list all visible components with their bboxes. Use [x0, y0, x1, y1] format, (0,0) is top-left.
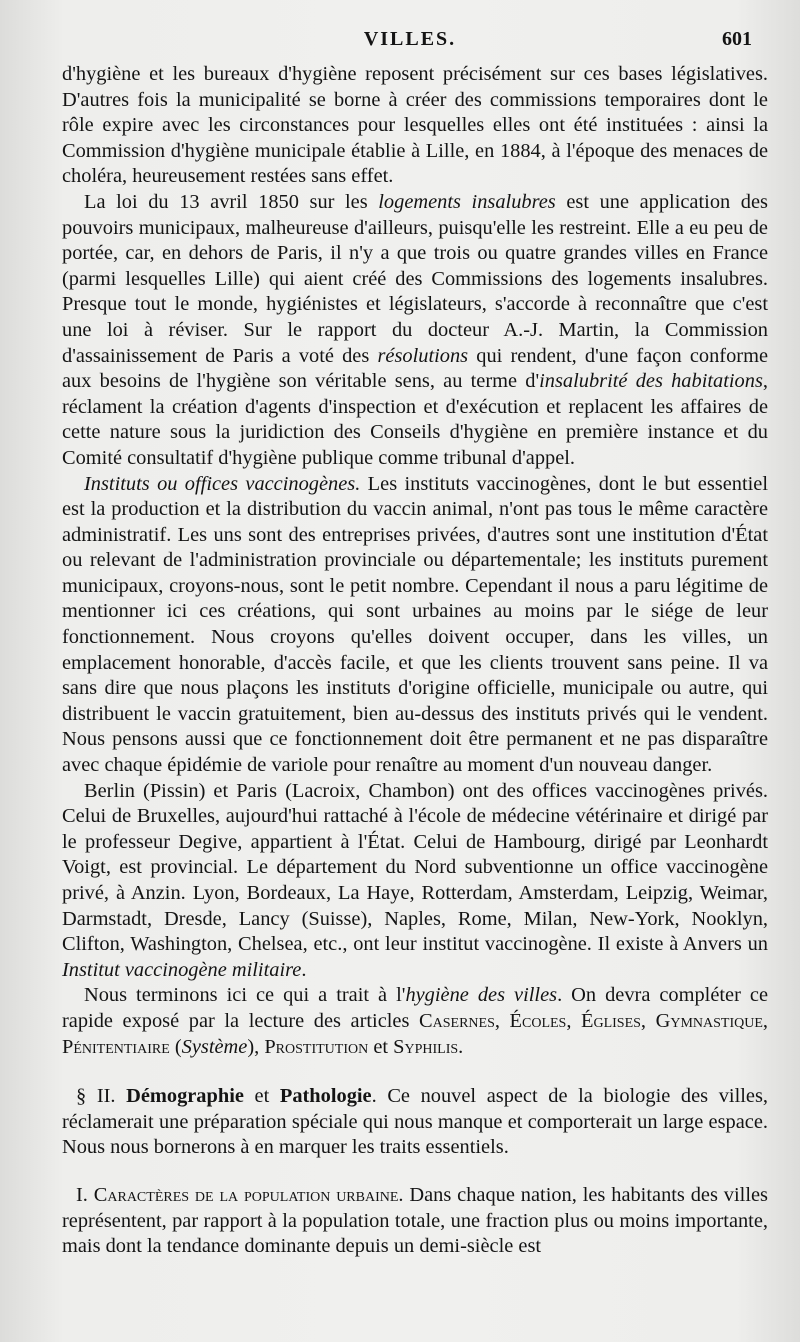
text-run: qui rendent, d'une façon conforme aux besoins de l'hygiène son véritable sens, au terme d'	[62, 344, 768, 393]
text-run: ),	[247, 1035, 265, 1058]
text-run: Berlin (Pissin) et Paris (Lacroix, Chambon) ont des offices vaccinogènes privés. Celui de Bruxelles, aujourd'hui rattaché à l'école de médecine vétérinaire et dirigé par le professeur Degive, appartient à l'État. Celui de Hambourg, dirigé par Leonhardt Voigt, est provincial. Le département du Nord subventionne un office vaccinogène privé, à Anzin. Lyon, Bordeaux, La Haye, Rotterdam, Amsterdam, Leipzig, Weimar, Darmstadt, Dresde, Lancy (Suisse), Naples, Rome, Milan, New-York, Nooklyn, Clifton, Washington, Chelsea, etc., ont leur institut vaccinogène. Il existe à Anvers un	[62, 779, 768, 956]
page-body	[62, 62, 768, 1260]
text-run: .	[458, 1035, 464, 1058]
paragraph-instituts-vaccinogenes	[62, 472, 768, 779]
italic-run: Institut vaccinogène militaire	[62, 958, 302, 981]
text-run: . Dans chaque nation, les habitants des villes représentent, par rapport à la population totale, une fraction plus ou moins importante, mais dont la tendance dominante depuis un demi-siècle est	[62, 1183, 768, 1258]
small-caps-run: Casernes, Écoles, Églises, Gymnastique, Pénitentiaire	[62, 1009, 768, 1058]
italic-run: logements insalubres	[378, 190, 556, 213]
italic-run: insalubrité des habitations	[539, 370, 763, 393]
small-caps-run: Prostitution	[264, 1035, 369, 1058]
page-header	[60, 28, 760, 58]
text-run: et	[243, 1085, 280, 1108]
subsection-population-paragraph	[62, 1183, 768, 1260]
bold-run: Démographie	[126, 1085, 244, 1108]
section-heading-paragraph	[62, 1084, 768, 1161]
bold-run: Pathologie	[279, 1085, 372, 1108]
text-run: .	[301, 958, 307, 981]
text-run: I.	[76, 1183, 94, 1206]
paragraph-offices-list	[62, 779, 768, 984]
paragraph-logements-insalubres	[62, 190, 768, 472]
small-caps-run: Caractères de la population urbaine	[93, 1183, 399, 1206]
text-run: . On devra compléter ce rapide exposé par la lecture des articles	[62, 984, 768, 1032]
running-title: VILLES.	[363, 28, 457, 50]
text-run: La loi du 13 avril 1850 sur les	[84, 190, 379, 213]
text-run: (	[169, 1035, 182, 1058]
page-number: 601	[722, 28, 752, 50]
section-marker: § II.	[76, 1085, 127, 1108]
paragraph-continuation	[62, 62, 768, 190]
text-run: est une application des pouvoirs municipaux, malheureuse d'ailleurs, puisqu'elle les restreint. Elle a eu peu de portée, car, en dehors de Paris, il n'y a que trois ou quatre grandes villes en France (parmi lesquelles Lille) qui aient créé des Commissions des logements insalubres. Presque tout le monde, hygiénistes et législateurs, s'accorde à reconnaître que c'est une loi à réviser. Sur le rapport du docteur A.-J. Martin, la Commission d'assainissement de Paris a voté des	[62, 190, 768, 367]
text-run: et	[368, 1035, 394, 1058]
italic-run: hygiène des villes	[405, 984, 558, 1007]
text-run: Les instituts vaccinogènes, dont le but essentiel est la production et la distribution du vaccin animal, n'ont pas tous le même caractère administratif. Les uns sont des entreprises privées, d'autres sont une institution d'État ou relevant de l'administration provinciale ou départementale; les instituts purement municipaux, croyons-nous, sont le petit nombre. Cependant il nous a paru légitime de mentionner ici ces créations, qui sont urbaines au moins par le siége de leur fonctionnement. Nous croyons qu'elles doivent occuper, dans les villes, un emplacement honorable, d'accès facile, et que les clients trouvent sans peine. Il va sans dire que nous plaçons les instituts d'origine officielle, municipale ou autre, qui distribuent le vaccin gratuitement, bien au-dessus des instituts privés qui le vendent. Nous pensons aussi que ce fonctionnement doit être permanent et ne pas disparaître avec chaque épidémie de variole pour renaître au moment d'un nouveau danger.	[62, 472, 768, 777]
italic-run: Système	[181, 1035, 248, 1058]
text-run: . Ce nouvel aspect de la biologie des villes, réclamerait une préparation spéciale qui nous manque et comporterait un large espace. Nous nous bornerons à en marquer les traits essentiels.	[62, 1085, 768, 1159]
text-run: d'hygiène et les bureaux d'hygiène reposent précisément sur ces bases législatives. D'autres fois la municipalité se borne à créer des commissions temporaires dont le rôle expire avec les circonstances pour lesquelles elles ont été instituées : ainsi la Commission d'hygiène municipale établie à Lille, en 1884, à l'époque des menaces de choléra, heureusement restées sans effet.	[62, 63, 768, 188]
italic-run: résolutions	[377, 344, 469, 367]
italic-run: Instituts ou offices vaccinogènes.	[84, 472, 361, 495]
text-run: Nous terminons ici ce qui a trait à l'	[84, 984, 406, 1007]
paragraph-conclusion	[62, 983, 768, 1060]
text-run: , réclament la création d'agents d'inspection et d'exécution et replacent les affaires de cette nature sous la juridiction des Conseils d'hygiène en première instance et du Comité consultatif d'hygiène publique comme tribunal d'appel.	[62, 370, 768, 469]
small-caps-run: Syphilis	[393, 1035, 459, 1058]
